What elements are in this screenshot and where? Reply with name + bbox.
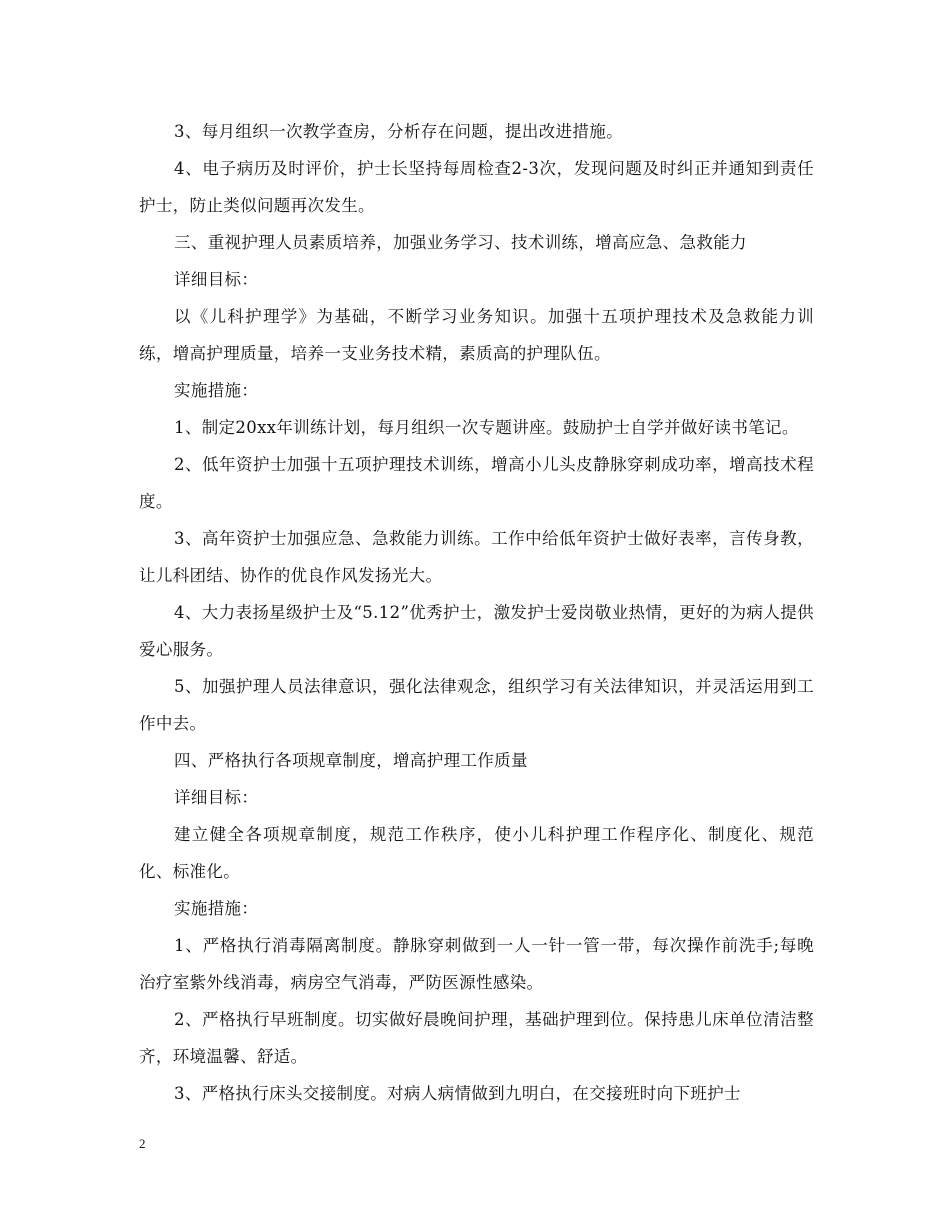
paragraph: 4、电子病历及时评价，护士长坚持每周检查2-3次，发现问题及时纠正并通知到责任护士，防止类似问题再次发生。 <box>139 159 814 215</box>
subheading: 实施措施： <box>174 899 259 918</box>
paragraph: 2、低年资护士加强十五项护理技术训练，增高小儿头皮静脉穿刺成功率，增高技术程度。 <box>139 455 814 511</box>
paragraph: 5、加强护理人员法律意识，强化法律观念，组织学习有关法律知识，并灵活运用到工作中去。 <box>139 677 814 733</box>
page-number: 2 <box>139 1136 146 1151</box>
section-heading: 四、严格执行各项规章制度，增高护理工作质量 <box>174 751 528 770</box>
paragraph: 3、每月组织一次教学查房，分析存在问题，提出改进措施。 <box>174 122 623 141</box>
paragraph: 1、制定20xx年训练计划，每月组织一次专题讲座。鼓励护士自学并做好读书笔记。 <box>174 418 799 437</box>
paragraph: 2、严格执行早班制度。切实做好晨晚间护理，基础护理到位。保持患儿床单位清洁整齐，环境温馨、舒适。 <box>139 1010 814 1066</box>
paragraph: 以《儿科护理学》为基础，不断学习业务知识。加强十五项护理技术及急救能力训练，增高护理质量，培养一支业务技术精，素质高的护理队伍。 <box>139 307 814 363</box>
paragraph: 4、大力表扬星级护士及“5.12”优秀护士，激发护士爱岗敬业热情，更好的为病人提供爱心服务。 <box>139 603 814 659</box>
paragraph: 3、高年资护士加强应急、急救能力训练。工作中给低年资护士做好表率，言传身教，让儿科团结、协作的优良作风发扬光大。 <box>139 529 814 585</box>
paragraph: 建立健全各项规章制度，规范工作秩序，使小儿科护理工作程序化、制度化、规范化、标准化。 <box>139 825 814 881</box>
subheading: 实施措施： <box>174 381 259 400</box>
subheading: 详细目标： <box>174 788 259 807</box>
paragraph: 3、严格执行床头交接制度。对病人病情做到九明白，在交接班时向下班护士 <box>174 1084 741 1103</box>
subheading: 详细目标： <box>174 270 259 289</box>
document-body <box>139 113 814 1112</box>
paragraph: 1、严格执行消毒隔离制度。静脉穿刺做到一人一针一管一带，每次操作前洗手;每晚治疗室紫外线消毒，病房空气消毒，严防医源性感染。 <box>139 936 814 992</box>
section-heading: 三、重视护理人员素质培养，加强业务学习、技术训练，增高应急、急救能力 <box>174 233 747 252</box>
